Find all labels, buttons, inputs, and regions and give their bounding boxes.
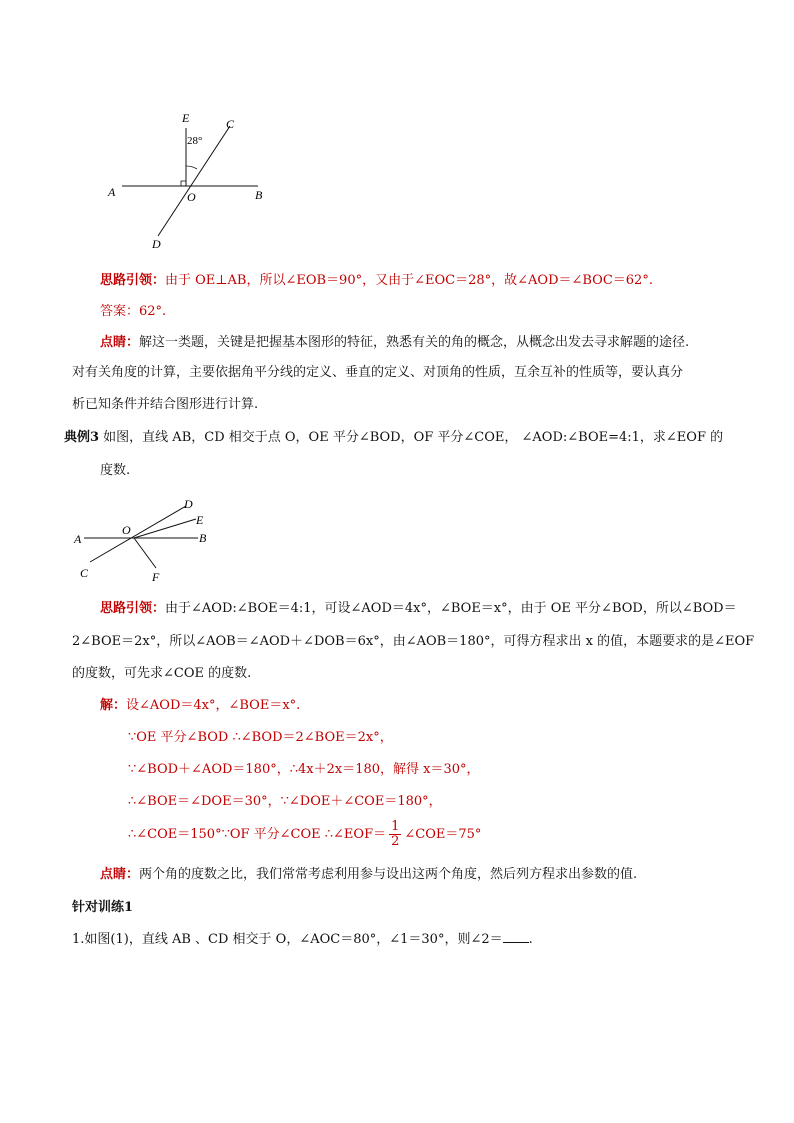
label-b-2: B (199, 531, 207, 545)
label-o-2: O (122, 523, 131, 537)
answer-1 (100, 303, 166, 321)
label-o: O (187, 190, 196, 204)
angle-28-label: 28° (187, 135, 203, 147)
right-angle-mark (181, 181, 186, 186)
label-b: B (255, 188, 263, 202)
answer-1-label: 答案： (100, 304, 140, 319)
hint-3-text-1: 由于∠AOD:∠BOE＝4:1，可设∠AOD＝4x°，∠BOE＝x°，由于 OE 平分∠BOD，所以∠BOD＝ (165, 601, 737, 616)
fraction-numerator: 1 (391, 819, 400, 834)
example-3-line-1 (64, 429, 723, 447)
figure-1 (100, 108, 280, 258)
figure-2 (66, 492, 226, 592)
label-d-2: D (184, 497, 193, 511)
answer-blank[interactable] (503, 930, 529, 943)
note-3-text: 两个角的度数之比，我们常常考虑利用参与设出这两个角度，然后列方程求出参数的值. (139, 867, 638, 882)
hint-3-line-3: 的度数，可先求∠COE 的度数. (72, 666, 252, 681)
note-1-line-3: 析已知条件并结合图形进行计算. (72, 397, 259, 412)
label-e-2: E (196, 513, 204, 527)
label-d: D (152, 237, 161, 251)
ray-of-2 (134, 538, 156, 568)
example-3-line-2: 度数. (100, 463, 131, 478)
line-cd-2 (90, 506, 186, 562)
angle-arc (186, 166, 197, 169)
fraction-denominator: 2 (391, 834, 400, 849)
hint-1 (100, 272, 653, 290)
practice-title: 针对训练1 (72, 900, 134, 915)
label-e: E (182, 111, 190, 125)
hint-1-text: 由于 OE⊥AB，所以∠EOB＝90°，又由于∠EOC＝28°，故∠AOD＝∠BOC＝62°. (165, 273, 653, 288)
solution-3-text-5a: ∴∠COE＝150°∵OF 平分∠COE ∴∠EOF＝ (128, 827, 387, 842)
solution-3-line-3: ∵∠BOD＋∠AOD＝180°，∴4x＋2x＝180，解得 x＝30°， (128, 762, 480, 777)
solution-3-text-5b: ∠COE＝75° (404, 827, 482, 842)
practice-q1-end: . (528, 932, 533, 947)
note-1-line-2: 对有关角度的计算，主要依据角平分线的定义、垂直的定义、对顶角的性质，互余互补的性质等，要认真分 (72, 365, 684, 380)
note-1-label: 点睛： (100, 335, 140, 350)
example-3-label: 典例3 (64, 430, 100, 445)
label-a-2: A (74, 532, 82, 546)
ray-oe-2 (134, 519, 196, 538)
solution-3-line-1 (100, 697, 300, 715)
hint-1-label: 思路引领： (100, 273, 166, 288)
note-3-label: 点睛： (100, 867, 140, 882)
label-c: C (226, 117, 235, 131)
practice-q1-text: 1.如图(1)，直线 AB 、CD 相交于 O，∠AOC＝80°，∠1＝30°，则∠2＝ (72, 932, 503, 947)
hint-3-line-1 (100, 600, 737, 618)
note-1-text-1: 解这一类题，关键是把握基本图形的特征，熟悉有关的角的概念，从概念出发去寻求解题的途径. (139, 335, 690, 350)
solution-3-line-4: ∴∠BOE＝∠DOE＝30°，∵∠DOE＋∠COE＝180°， (128, 794, 442, 809)
label-c-2: C (80, 566, 89, 580)
solution-3-line-5 (128, 820, 481, 849)
solution-3-line-2: ∵OE 平分∠BOD ∴∠BOD＝2∠BOE＝2x°， (128, 730, 393, 745)
note-3 (100, 866, 637, 884)
solution-3-label: 解： (100, 698, 127, 713)
label-a: A (108, 185, 116, 199)
label-f-2: F (152, 570, 160, 584)
hint-3-line-2: 2∠BOE＝2x°，所以∠AOB＝∠AOD＋∠DOB＝6x°，由∠AOB＝180°，可得方程求出 x 的值，本题要求的是∠EOF (72, 634, 755, 649)
practice-question-1 (72, 930, 533, 949)
answer-1-text: 62°. (139, 304, 167, 319)
solution-3-text-1: 设∠AOD＝4x°，∠BOE＝x°. (126, 698, 301, 713)
hint-3-label: 思路引领： (100, 601, 166, 616)
example-3-text-1: 如图，直线 AB，CD 相交于点 O，OE 平分∠BOD，OF 平分∠COE， ∠AOD:∠BOE=4:1，求∠EOF 的 (99, 430, 724, 445)
note-1-line-1 (100, 334, 689, 352)
fraction-one-half (389, 820, 401, 849)
